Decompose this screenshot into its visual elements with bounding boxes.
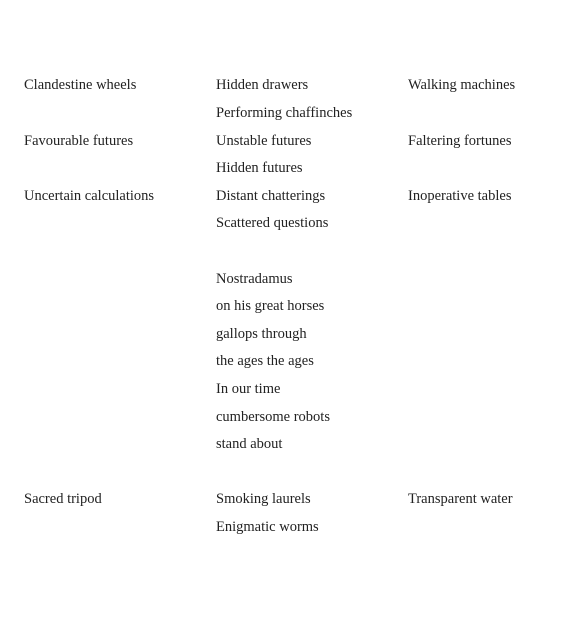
stanza-line: cumbersome robots [216, 409, 330, 425]
poem-line: Unstable futures [216, 133, 312, 149]
poem-line: Smoking laurels [216, 491, 311, 507]
stanza-line: gallops through [216, 326, 307, 342]
poem-line: Hidden drawers [216, 77, 309, 93]
poem-line: Performing chaffinches [216, 105, 353, 121]
poem-line: Uncertain calculations [24, 188, 155, 204]
poem-line: Enigmatic worms [216, 519, 319, 535]
poem-line: Faltering fortunes [408, 133, 512, 149]
stanza-line: In our time [216, 381, 281, 397]
poem-line: Sacred tripod [24, 491, 102, 507]
poem-line: Clandestine wheels [24, 77, 137, 93]
poem-line: Inoperative tables [408, 188, 512, 204]
poem-line: Walking machines [408, 77, 516, 93]
poem-line: Transparent water [408, 491, 513, 507]
stanza-line: the ages the ages [216, 353, 314, 369]
stanza-line: stand about [216, 436, 283, 452]
stanza-line: Nostradamus [216, 271, 293, 287]
poem-line: Hidden futures [216, 160, 303, 176]
poem-line: Distant chatterings [216, 188, 326, 204]
stanza-line: on his great horses [216, 298, 325, 314]
poem-line: Favourable futures [24, 133, 134, 149]
poem-line: Scattered questions [216, 215, 329, 231]
